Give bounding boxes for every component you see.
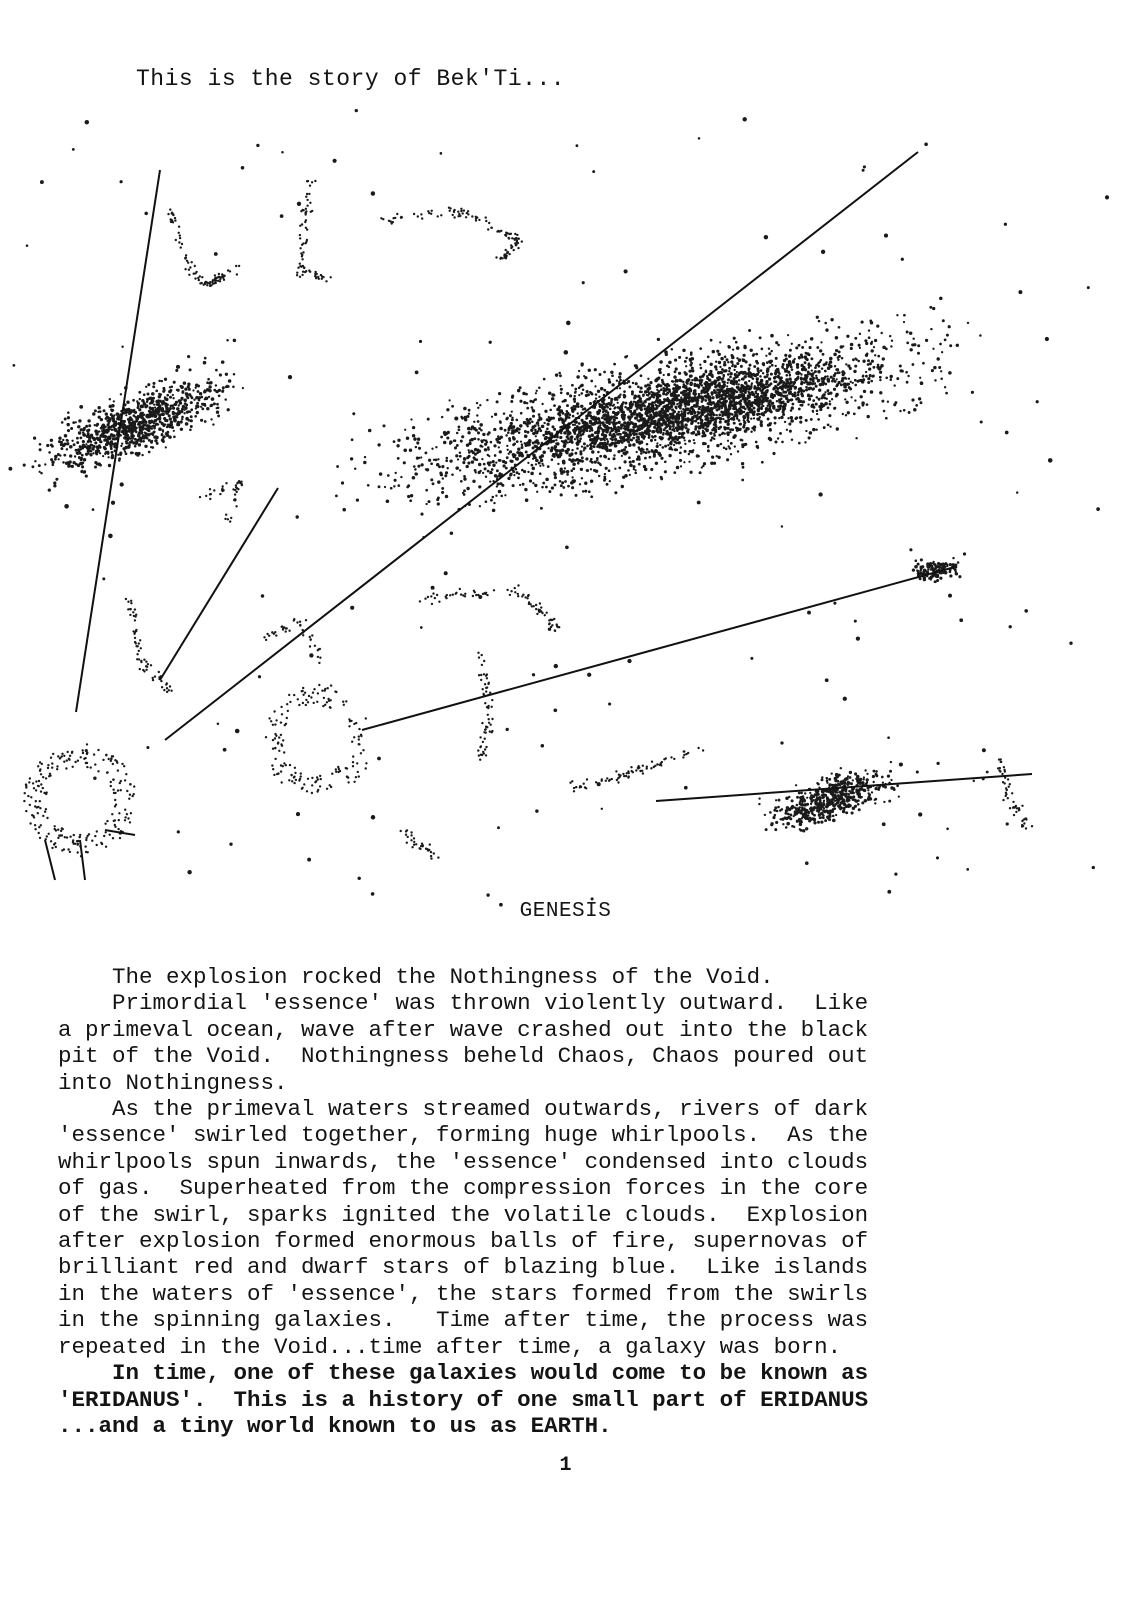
ray-line [160, 488, 278, 680]
illustration-caption: GENESIS [519, 900, 612, 923]
star-field [8, 109, 1109, 907]
ray-line [165, 152, 918, 740]
page-number: 1 [559, 1454, 572, 1477]
text-line: in the spinning galaxies. Time after time, the process was [58, 1307, 869, 1334]
text-line: after explosion formed enormous balls of fire, supernovas of [58, 1228, 869, 1255]
burst-line [45, 840, 55, 880]
ray-line [656, 774, 1032, 801]
text-line: The explosion rocked the Nothingness of the Void. [58, 964, 774, 990]
text-line: repeated in the Void...time after time, a galaxy was born. [58, 1333, 842, 1360]
story-text [58, 964, 1018, 1439]
text-line: As the primeval waters streamed outwards, rivers of dark [58, 1096, 869, 1123]
text-line: 'essence' swirled together, forming huge whirlpools. As the [58, 1122, 869, 1149]
text-line: a primeval ocean, wave after wave crashed out into the black [58, 1016, 869, 1043]
text-line: Primordial 'essence' was thrown violently outward. Like [58, 990, 869, 1017]
burst-line [80, 840, 85, 880]
text-line: In time, one of these galaxies would come to be known as [58, 1360, 869, 1387]
text-line: of the swirl, sparks ignited the volatile clouds. Explosion [58, 1201, 869, 1228]
text-line: pit of the Void. Nothingness beheld Chaos, Chaos poured out [58, 1043, 869, 1070]
intro-line: This is the story of Bek'Ti... [136, 66, 566, 92]
radiating-lines [45, 152, 1032, 880]
text-line: 'ERIDANUS'. This is a history of one small part of ERIDANUS [58, 1386, 869, 1413]
text-line: brilliant red and dwarf stars of blazing blue. Like islands [58, 1254, 869, 1281]
text-line: into Nothingness. [58, 1069, 288, 1096]
text-line: of gas. Superheated from the compression forces in the core [58, 1175, 869, 1202]
ray-line [362, 567, 955, 730]
text-line: in the waters of 'essence', the stars formed from the swirls [58, 1280, 869, 1307]
genesis-illustration [0, 100, 1131, 940]
text-line: ...and a tiny world known to us as EARTH. [58, 1412, 612, 1439]
text-line: whirlpools spun inwards, the 'essence' condensed into clouds [58, 1148, 869, 1175]
